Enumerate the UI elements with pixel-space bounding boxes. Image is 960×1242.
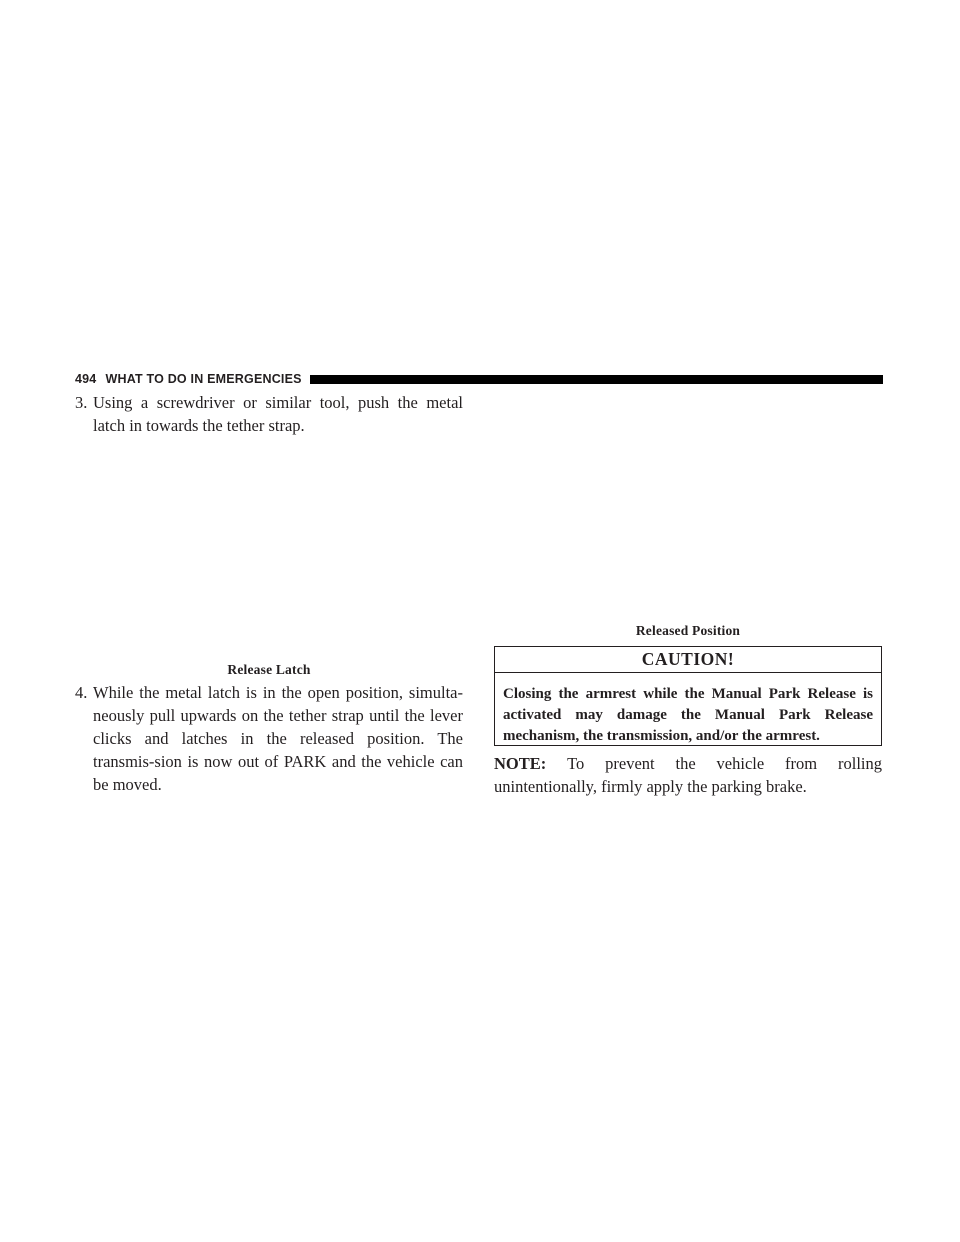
page-header [75,369,883,389]
section-title: WHAT TO DO IN EMERGENCIES [105,372,302,386]
header-rule [310,375,883,384]
figure-caption-released-position: Released Position [635,623,741,638]
caution-text: Closing the armrest while the Manual Park Release is activated may damage the Manual Park Release mechanism, the transmission, and/or the armrest. [503,686,873,744]
step-text: Using a screwdriver or similar tool, push the metal latch in towards the tether strap. [93,393,463,435]
caution-box [494,646,882,746]
note-label: NOTE: [494,754,568,773]
step-number: 3. [75,393,88,412]
note-text: To prevent the vehicle from rolling unintentionally, firmly apply the parking brake. [494,754,882,796]
figure-caption-release-latch: Release Latch [227,662,311,677]
caution-title: CAUTION! [495,647,881,673]
step-3 [75,391,463,437]
step-4 [75,681,463,796]
step-number: 4. [75,683,88,702]
note [494,752,882,798]
page-number: 494 [75,372,97,386]
step-text: While the metal latch is in the open position, simulta-neously pull upwards on the tether strap until the lever clicks and latches in the released position. The transmis-sion is now out of PARK and the vehicle can be moved. [93,683,463,794]
